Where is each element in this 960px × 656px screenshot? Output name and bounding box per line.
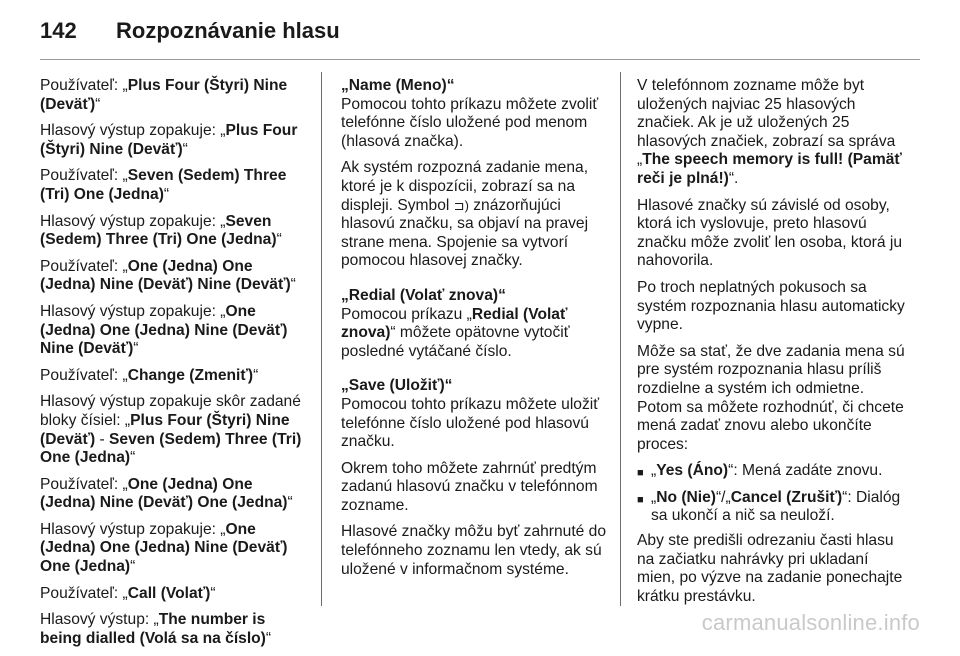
list-item: ■ „No (Nie)“/„Cancel (Zrušiť)“: Dialóg sa ukončí a nič sa neuloží. (637, 488, 901, 525)
column-2 (341, 77, 607, 587)
column-3 (637, 77, 905, 614)
paragraph: Používateľ: „Call (Volať)“ (40, 584, 216, 602)
paragraph: Po troch neplatných pokusoch sa systém rozpoznania hlasu automaticky vypne. (637, 278, 905, 334)
section-heading-save: „Save (Uložiť)“ (341, 377, 453, 395)
paragraph: Hlasové značky sú závislé od osoby, ktorá ich vyslovuje, preto hlasovú značku môže zvoliť len osoba, ktorá ju nahovorila. (637, 196, 903, 270)
page-title: Rozpoznávanie hlasu (116, 18, 340, 43)
paragraph: Hlasový výstup: „The number is being dialled (Volá sa na číslo)“ (40, 611, 272, 647)
paragraph: Používateľ: „One (Jedna) One (Jedna) Nine (Deväť) Nine (Deväť)“ (40, 257, 296, 294)
section-heading-redial: „Redial (Volať znova)“ (341, 286, 506, 304)
paragraph: Ak systém rozpozná zadanie mena, ktoré je k dispozícii, zobrazí sa na displeji. Symbol ⊐) znázorňujúci hlasovú značku, sa objaví na pravej strane mena. Spojenie sa vytvorí pomocou hlasovej značky. (341, 159, 589, 270)
column-1 (40, 77, 308, 656)
page-number: 142 (40, 18, 77, 43)
watermark: carmanualsonline.info (701, 610, 920, 635)
list-item: ■ „Yes (Áno)“: Mená zadáte znovu. (637, 462, 905, 483)
section-heading-name: „Name (Meno)“ (341, 77, 455, 94)
paragraph: Používateľ: „One (Jedna) One (Jedna) Nine (Deväť) One (Jedna)“ (40, 475, 293, 512)
paragraph: Hlasový výstup zopakuje: „Plus Four (Štyri) Nine (Deväť)“ (40, 122, 298, 158)
bullet-square-icon: ■ (637, 493, 644, 506)
bullet-square-icon: ■ (637, 467, 644, 480)
paragraph: Aby ste predišli odrezaniu časti hlasu na začiatku nahrávky pri ukladaní mien, po výzve na zadanie ponechajte krátku prestávku. (637, 532, 903, 605)
paragraph: Hlasový výstup zopakuje: „One (Jedna) One (Jedna) Nine (Deväť) Nine (Deväť)“ (40, 302, 288, 358)
paragraph: Pomocou príkazu „Redial (Volať znova)“ môžete opätovne vytočiť posledné vytáčané číslo. (341, 305, 570, 360)
paragraph: Hlasový výstup zopakuje: „One (Jedna) One (Jedna) Nine (Deväť) One (Jedna)“ (40, 520, 288, 576)
paragraph: Používateľ: „Plus Four (Štyri) Nine (Deväť)“ (40, 77, 288, 113)
paragraph: Môže sa stať, že dve zadania mena sú pre systém rozpoznania hlasu príliš rozdielne a systém ich odmietne. Potom sa môžete rozhodnúť, či chcete mená zadať znovu alebo ukončíte proces: (637, 342, 905, 453)
paragraph: Používateľ: „Seven (Sedem) Three (Tri) One (Jedna)“ (40, 167, 287, 203)
paragraph: Hlasový výstup zopakuje skôr zadané bloky čísiel: „Plus Four (Štyri) Nine (Deväť) - Seven (Sedem) Three (Tri) One (Jedna)“ (40, 393, 302, 467)
column-divider-1 (321, 72, 322, 606)
column-divider-2 (620, 72, 621, 606)
voice-tag-icon: ⊐) (453, 197, 469, 213)
header-rule (40, 59, 920, 60)
paragraph: Hlasové značky môžu byť zahrnuté do telefónneho zoznamu len vtedy, ak sú uložené v informačnom systéme. (341, 523, 607, 578)
paragraph: Používateľ: „Change (Zmeniť)“ (40, 366, 259, 384)
paragraph: V telefónnom zozname môže byt uložených najviac 25 hlasových značiek. Ak je už uložených 25 hlasových značiek, zobrazí sa správa „The speech memory is full! (Pamäť reči je plná!)“. (637, 77, 902, 187)
paragraph: Hlasový výstup zopakuje: „Seven (Sedem) Three (Tri) One (Jedna)“ (40, 212, 282, 249)
paragraph: Pomocou tohto príkazu môžete zvoliť telefónne číslo uložené pod menom (hlasová značka). (341, 95, 599, 150)
paragraph: Okrem toho môžete zahrnúť predtým zadanú hlasovú značku v telefónnom zozname. (341, 459, 598, 514)
paragraph: Pomocou tohto príkazu môžete uložiť telefónne číslo uložené pod hlasovú značku. (341, 395, 600, 451)
page-header (40, 18, 340, 50)
